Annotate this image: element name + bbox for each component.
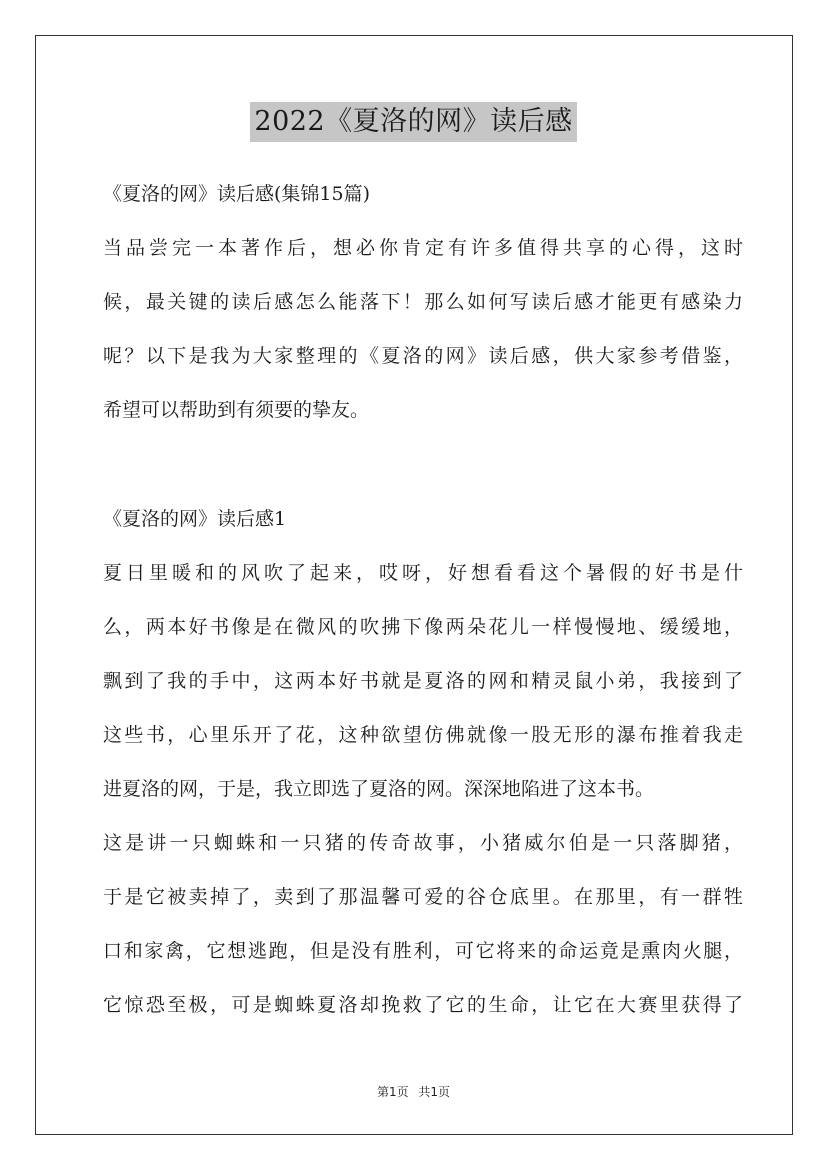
intro-line: 候，最关键的读后感怎么能落下！那么如何写读后感才能更有感染力 — [103, 291, 743, 313]
intro-line: 当品尝完一本著作后，想必你肯定有许多值得共享的心得，这时 — [103, 237, 743, 259]
intro-line: 希望可以帮助到有须要的挚友。 — [103, 399, 370, 421]
document-subtitle: 《夏洛的网》读后感(集锦15篇) — [103, 183, 371, 205]
intro-line: 呢？以下是我为大家整理的《夏洛的网》读后感，供大家参考借鉴， — [103, 345, 743, 367]
page-total: 共1页 — [418, 1085, 451, 1099]
page-footer — [0, 1083, 827, 1100]
body-line: 么，两本好书像是在微风的吹拂下像两朵花儿一样慢慢地、缓缓地， — [103, 616, 743, 638]
body-line: 口和家禽，它想逃跑，但是没有胜利，可它将来的命运竟是熏肉火腿， — [103, 940, 743, 962]
title-container — [0, 102, 827, 142]
body-line: 这些书，心里乐开了花，这种欲望仿佛就像一股无形的瀑布推着我走 — [103, 724, 743, 746]
page-number: 第1页 — [376, 1085, 409, 1099]
document-title: 2022《夏洛的网》读后感 — [250, 102, 576, 142]
body-line: 这是讲一只蜘蛛和一只猪的传奇故事，小猪威尔伯是一只落脚猪， — [103, 832, 743, 854]
body-line: 进夏洛的网，于是，我立即选了夏洛的网。深深地陷进了这本书。 — [103, 778, 655, 800]
body-line: 于是它被卖掉了，卖到了那温馨可爱的谷仓底里。在那里，有一群牲 — [103, 886, 743, 908]
section-heading: 《夏洛的网》读后感1 — [103, 508, 287, 530]
body-line: 飘到了我的手中，这两本好书就是夏洛的网和精灵鼠小弟，我接到了 — [103, 670, 743, 692]
body-line: 它惊恐至极，可是蜘蛛夏洛却挽救了它的生命，让它在大赛里获得了 — [103, 994, 743, 1016]
body-line: 夏日里暖和的风吹了起来，哎呀，好想看看这个暑假的好书是什 — [103, 562, 743, 584]
